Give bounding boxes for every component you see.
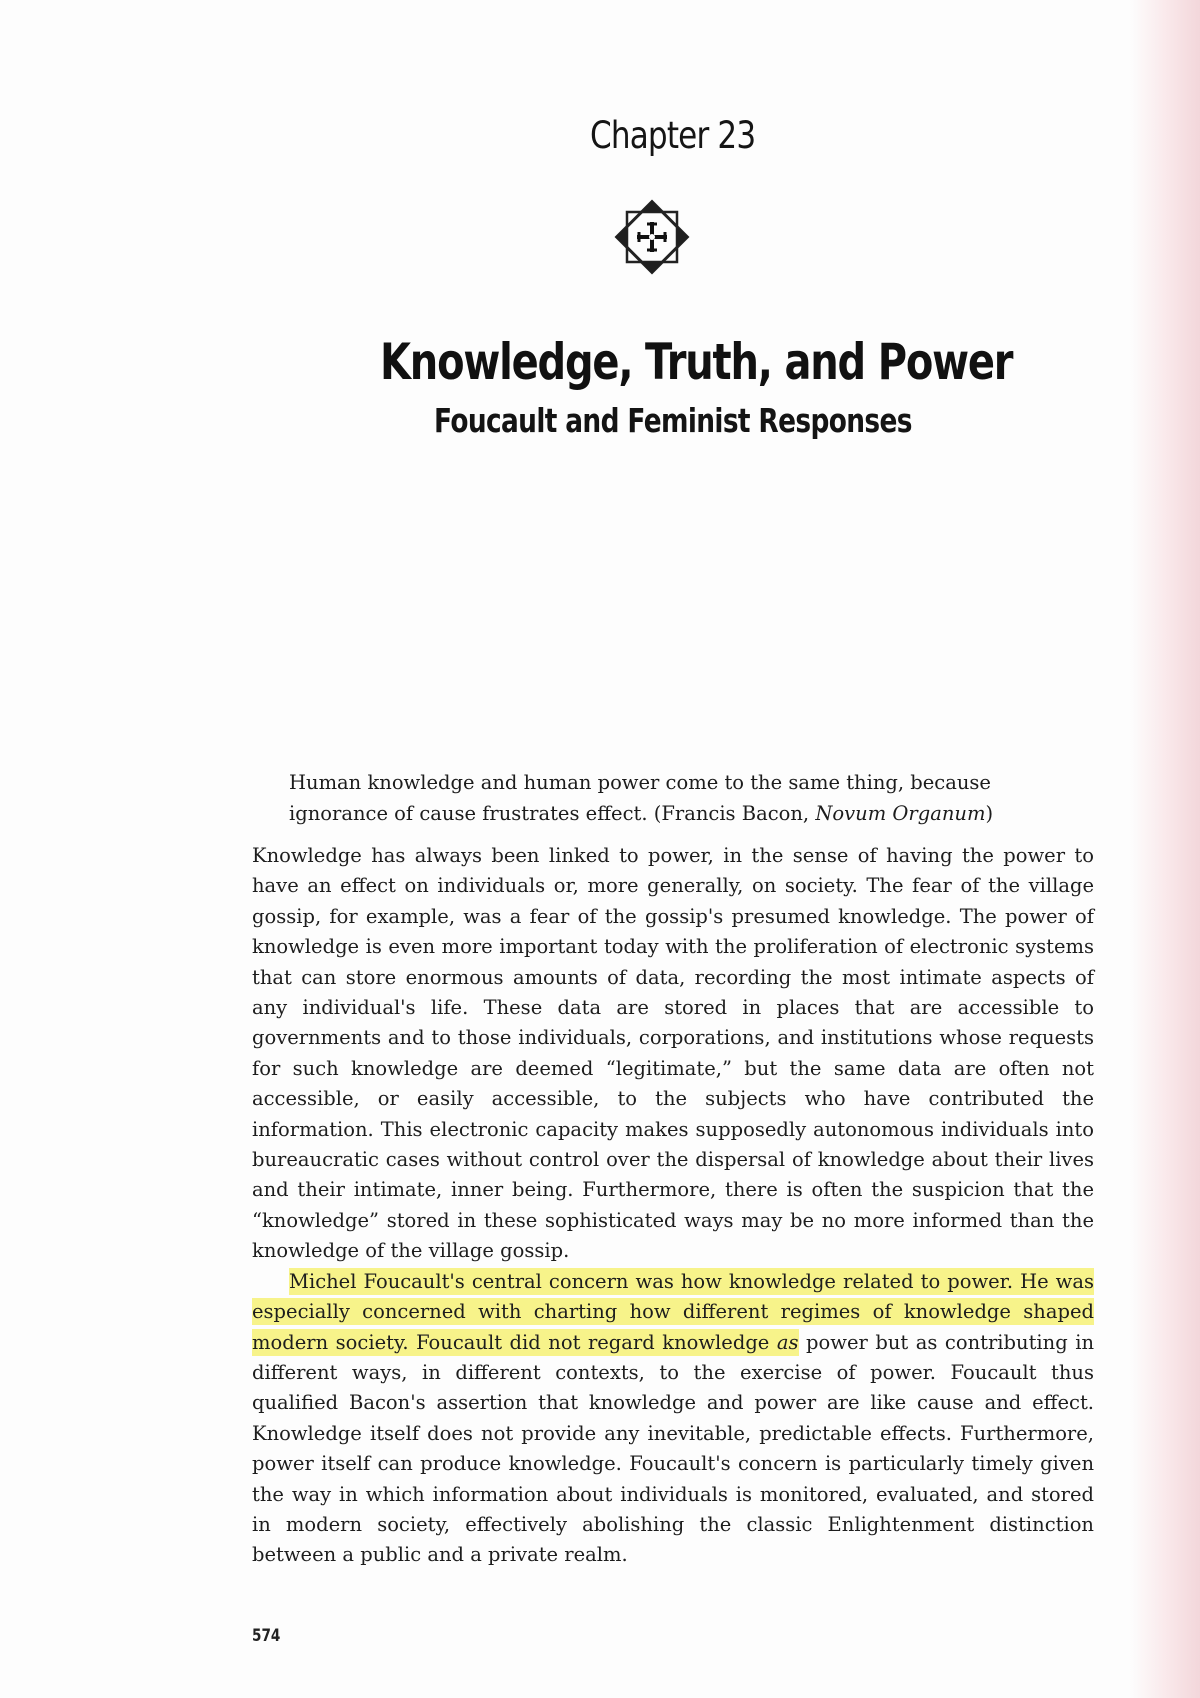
highlight-emphasis: as bbox=[776, 1330, 799, 1354]
paragraph-2-rest: power but as contributing in different ways, in different contexts, to the exercise of power. Foucault thus qualified Bacon's assertion that knowledge and power are like cause and effect. Knowledge itself does not provide any inevitable, predictable effects. Furthermore, power itself can produce knowledge. Foucault's concern is particularly timely given the way in which information about individuals is monitored, evaluated, and stored in modern society, effectively abolishing the classic Enlightenment distinction between a public and a private realm. bbox=[252, 1330, 1094, 1567]
cross-ornament-icon bbox=[611, 196, 693, 278]
chapter-label: Chapter 23 bbox=[590, 114, 756, 157]
epigraph bbox=[289, 767, 1079, 829]
paragraph-1: Knowledge has always been linked to power, in the sense of having the power to have an effect on individuals or, more generally, on society. The fear of the village gossip, for example, was a fear of the gossip's presumed knowledge. The power of knowledge is even more important today with the proliferation of electronic systems that can store enormous amounts of data, recording the most intimate aspects of any individual's life. These data are stored in places that are accessible to governments and to those individuals, corporations, and institutions whose requests for such knowledge are deemed “legitimate,” but the same data are often not accessible, or easily accessible, to the subjects who have contributed the information. This electronic capacity makes supposedly autonomous individuals into bureaucratic cases without control over the dispersal of knowledge about their lives and their intimate, inner being. Furthermore, there is often the suspicion that the “knowledge” stored in these sophisticated ways may be no more informed than the knowledge of the village gossip. bbox=[252, 844, 1094, 1263]
chapter-subtitle: Foucault and Feminist Responses bbox=[434, 401, 912, 440]
body-text bbox=[252, 841, 1094, 1571]
epigraph-close: ) bbox=[985, 802, 994, 825]
page-number: 574 bbox=[252, 1626, 281, 1646]
highlight-text: Michel Foucault's central concern was how knowledge related to power. He was especially concerned with charting how different regimes of knowledge shaped modern society. Foucault did not regard knowledge bbox=[252, 1269, 1094, 1354]
epigraph-text: Human knowledge and human power come to the same thing, because ignorance of cause frustrates effect. (Francis Bacon, bbox=[289, 771, 991, 825]
chapter-title: Knowledge, Truth, and Power bbox=[380, 333, 1013, 391]
epigraph-work: Novum Organum bbox=[815, 802, 986, 825]
paragraph-2 bbox=[252, 1267, 1094, 1571]
page-edge-bleed bbox=[1130, 0, 1200, 1698]
